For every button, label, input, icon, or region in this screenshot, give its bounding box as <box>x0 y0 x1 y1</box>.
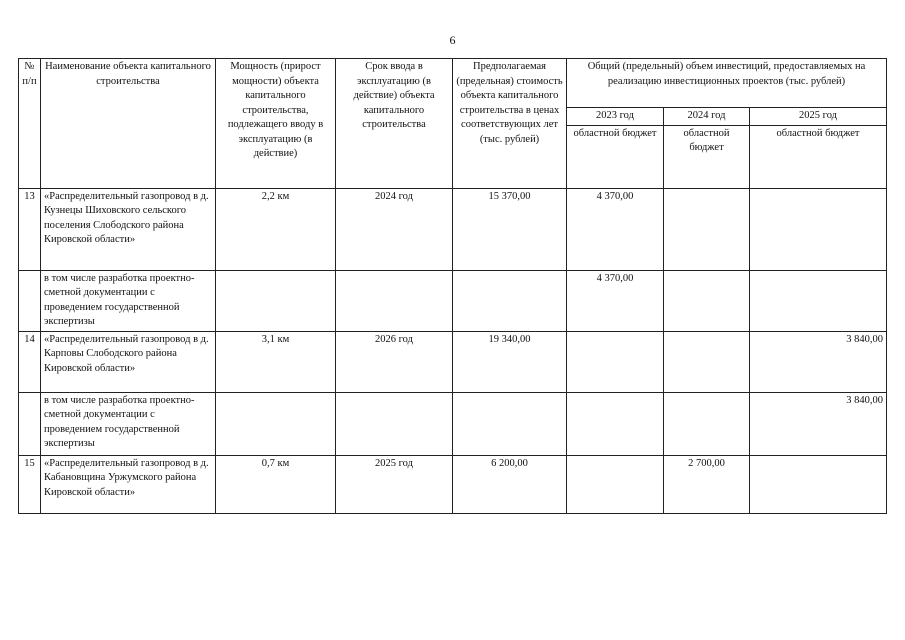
investment-table <box>18 58 887 514</box>
cell-2023 <box>567 331 664 392</box>
cell-capacity: 0,7 км <box>216 455 336 513</box>
header-year-2024: 2024 год <box>664 108 750 126</box>
cell-term <box>336 392 453 455</box>
header-name: Наименование объекта капитального строительства <box>41 59 216 189</box>
cell-capacity <box>216 270 336 331</box>
cell-capacity: 3,1 км <box>216 331 336 392</box>
table-row <box>19 392 887 455</box>
cell-num <box>19 270 41 331</box>
cell-num: 14 <box>19 331 41 392</box>
cell-term <box>336 270 453 331</box>
cell-2024: 2 700,00 <box>664 455 750 513</box>
cell-2025 <box>750 455 887 513</box>
cell-cost: 19 340,00 <box>453 331 567 392</box>
cell-name: «Распределительный газопровод в д. Карповы Слободского района Кировской области» <box>41 331 216 392</box>
header-budget-2025: областной бюджет <box>750 125 887 188</box>
header-year-2023: 2023 год <box>567 108 664 126</box>
cell-2025: 3 840,00 <box>750 392 887 455</box>
page-number: 6 <box>449 33 456 47</box>
table-row <box>19 270 887 331</box>
cell-num <box>19 392 41 455</box>
cell-2023: 4 370,00 <box>567 270 664 331</box>
cell-cost: 15 370,00 <box>453 188 567 270</box>
cell-num: 15 <box>19 455 41 513</box>
cell-capacity: 2,2 км <box>216 188 336 270</box>
header-year-2025: 2025 год <box>750 108 887 126</box>
cell-2023 <box>567 392 664 455</box>
cell-2024 <box>664 331 750 392</box>
cell-term: 2026 год <box>336 331 453 392</box>
header-budget-2024: областной бюджет <box>664 125 750 188</box>
table-row <box>19 331 887 392</box>
cell-cost: 6 200,00 <box>453 455 567 513</box>
cell-name: «Распределительный газопровод в д. Кабановщина Уржумского района Кировской области» <box>41 455 216 513</box>
cell-2025: 3 840,00 <box>750 331 887 392</box>
cell-cost <box>453 392 567 455</box>
cell-capacity <box>216 392 336 455</box>
cell-num: 13 <box>19 188 41 270</box>
cell-2025 <box>750 270 887 331</box>
header-row-1 <box>19 59 887 108</box>
cell-2023 <box>567 455 664 513</box>
cell-2025 <box>750 188 887 270</box>
cell-name: «Распределительный газопровод в д. Кузнецы Шиховского сельского поселения Слободского района Кировской области» <box>41 188 216 270</box>
table-row <box>19 188 887 270</box>
header-capacity: Мощность (прирост мощности) объекта капитального строительства, подлежащего вводу в эксплуатацию (в действие) <box>216 59 336 189</box>
cell-term: 2024 год <box>336 188 453 270</box>
cell-2024 <box>664 188 750 270</box>
cell-term: 2025 год <box>336 455 453 513</box>
header-num: № п/п <box>19 59 41 189</box>
cell-name: в том числе разработка проектно-сметной документации с проведением государственной экспертизы <box>41 270 216 331</box>
cell-2024 <box>664 270 750 331</box>
cell-2023: 4 370,00 <box>567 188 664 270</box>
header-term: Срок ввода в эксплуатацию (в действие) объекта капитального строительства <box>336 59 453 189</box>
cell-2024 <box>664 392 750 455</box>
header-investment: Общий (предельный) объем инвестиций, предоставляемых на реализацию инвестиционных проектов (тыс. рублей) <box>567 59 887 108</box>
header-cost: Предполагаемая (предельная) стоимость объекта капитального строительства в ценах соответствующих лет (тыс. рублей) <box>453 59 567 189</box>
table-row <box>19 455 887 513</box>
cell-name: в том числе разработка проектно-сметной документации с проведением государственной экспертизы <box>41 392 216 455</box>
header-budget-2023: областной бюджет <box>567 125 664 188</box>
cell-cost <box>453 270 567 331</box>
